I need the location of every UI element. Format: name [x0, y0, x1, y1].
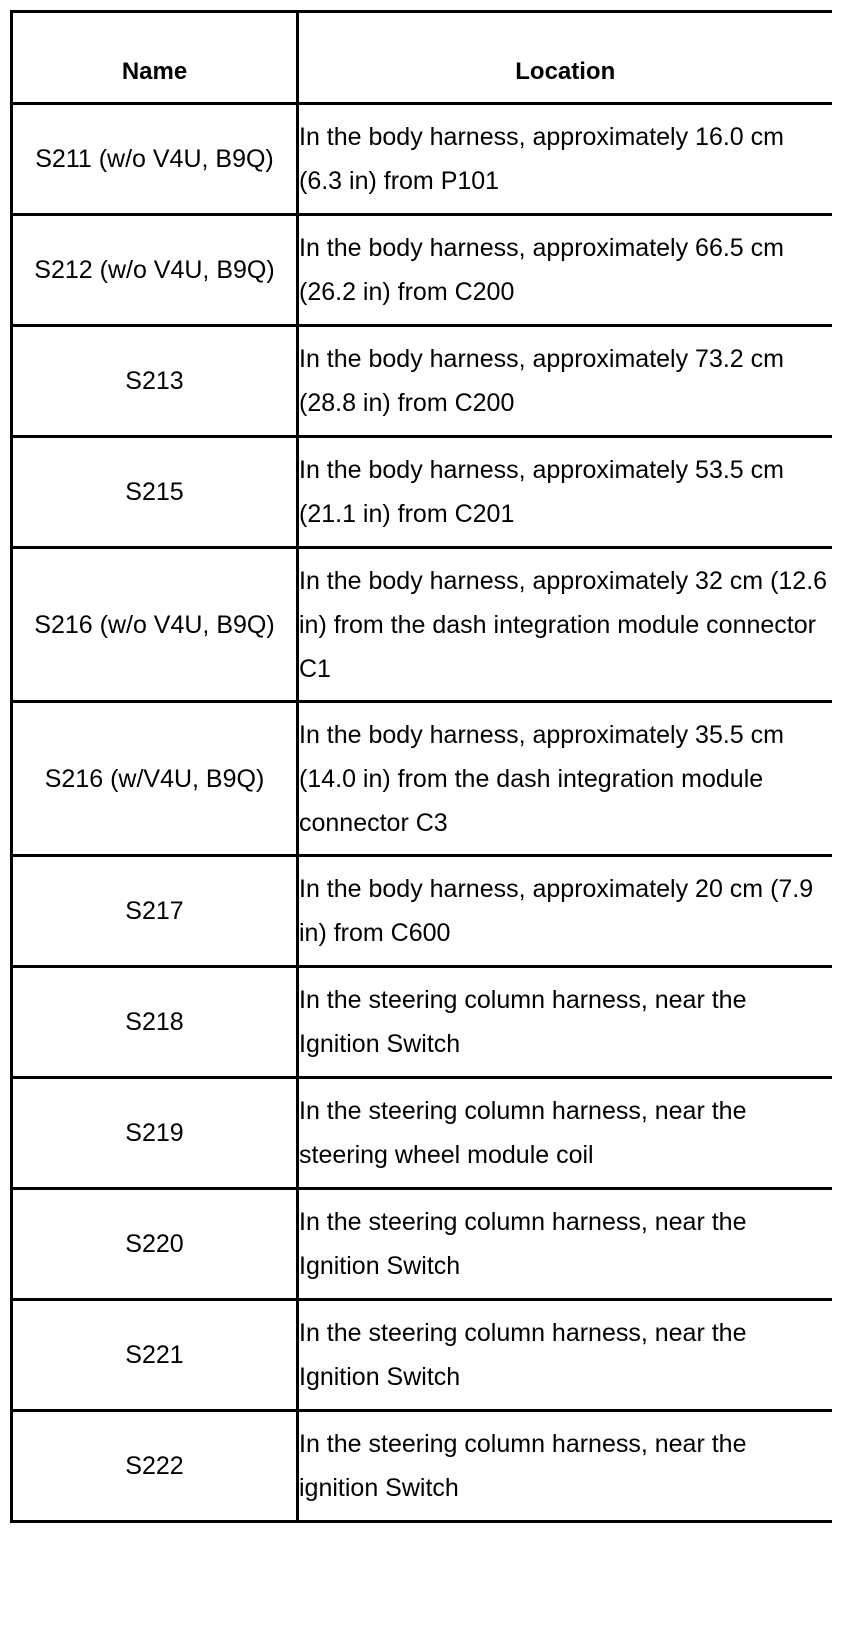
- splice-name: S217: [12, 856, 298, 967]
- table-row: [12, 104, 832, 215]
- table-row: [12, 967, 832, 1078]
- splice-location: In the body harness, approximately 66.5 cm (26.2 in) from C200: [298, 215, 832, 326]
- column-header-location: Location: [298, 12, 832, 104]
- splice-name: S219: [12, 1078, 298, 1189]
- splice-name: S211 (w/o V4U, B9Q): [12, 104, 298, 215]
- table-row: [12, 326, 832, 437]
- splice-location: In the body harness, approximately 73.2 cm (28.8 in) from C200: [298, 326, 832, 437]
- splice-name: S221: [12, 1300, 298, 1411]
- column-header-name: Name: [12, 12, 298, 104]
- splice-name: S220: [12, 1189, 298, 1300]
- splice-location: In the body harness, approximately 16.0 cm (6.3 in) from P101: [298, 104, 832, 215]
- splice-location: In the body harness, approximately 20 cm (7.9 in) from C600: [298, 856, 832, 967]
- splice-name: S216 (w/o V4U, B9Q): [12, 548, 298, 702]
- splice-location: In the steering column harness, near the Ignition Switch: [298, 967, 832, 1078]
- splice-location: In the steering column harness, near the Ignition Switch: [298, 1300, 832, 1411]
- splice-name: S212 (w/o V4U, B9Q): [12, 215, 298, 326]
- splice-name: S222: [12, 1411, 298, 1522]
- splice-location: In the body harness, approximately 35.5 cm (14.0 in) from the dash integration module connector C3: [298, 702, 832, 856]
- splice-location: In the steering column harness, near the ignition Switch: [298, 1411, 832, 1522]
- splice-location: In the body harness, approximately 53.5 cm (21.1 in) from C201: [298, 437, 832, 548]
- table-row: [12, 215, 832, 326]
- table-header-row: [12, 12, 832, 104]
- table-row: [12, 1078, 832, 1189]
- splice-location: In the body harness, approximately 32 cm (12.6 in) from the dash integration module connector C1: [298, 548, 832, 702]
- splice-location-table: [10, 10, 832, 1523]
- table-row: [12, 856, 832, 967]
- table-row: [12, 1300, 832, 1411]
- table-row: [12, 702, 832, 856]
- splice-name: S215: [12, 437, 298, 548]
- table-row: [12, 548, 832, 702]
- splice-location: In the steering column harness, near the Ignition Switch: [298, 1189, 832, 1300]
- splice-name: S216 (w/V4U, B9Q): [12, 702, 298, 856]
- table-row: [12, 437, 832, 548]
- splice-location: In the steering column harness, near the steering wheel module coil: [298, 1078, 832, 1189]
- splice-name: S213: [12, 326, 298, 437]
- splice-name: S218: [12, 967, 298, 1078]
- table-row: [12, 1189, 832, 1300]
- table-row: [12, 1411, 832, 1522]
